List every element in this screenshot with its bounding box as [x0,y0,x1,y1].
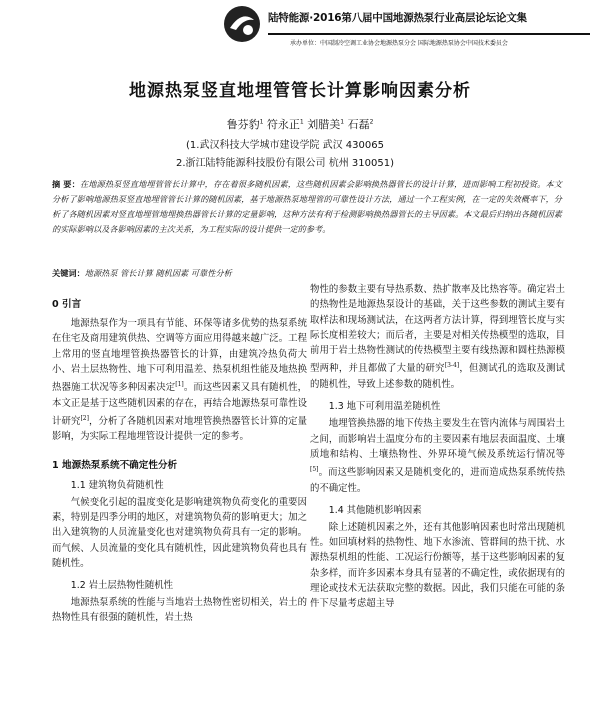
intro-text: 地源热泵作为一项具有节能、环保等诸多优势的热泵系统在住宅及商用建筑供热、空调等方面应用得越来越广泛。工程上常用的竖直地埋管换热器管长的计算，由建筑冷热负荷大小、岩土层热物性、地下可利用温差、热泵机组性能及地热换热器施工状况等多种因素决定 [52,318,307,394]
citation: [1] [175,381,184,389]
page-header [0,0,600,52]
keywords-label: 关键词： [52,268,85,278]
subsection-heading-1-2: 1.2 岩土层热物性随机性 [70,580,174,592]
paragraph-1-3 [310,416,565,496]
citation: [2] [80,414,89,422]
paragraph-1-3-text: 地埋管换热器的地下传热主要发生在管内流体与周围岩土之间，而影响岩土温度分布的主要因素有地层表面温度、土壤质地和结构、土壤热物性、外界环境气候及系统运行情况等 [310,418,565,460]
author-name: 鲁芬豹 [226,118,260,131]
paragraph-1-2-continued [310,282,565,392]
header-rule [268,33,590,35]
intro-text-end: ，分析了各随机因素对地埋管换热器管长计算的定量影响，为实际工程地埋管设计提供一定的参考。 [52,416,307,443]
author-name: 刘腊美 [307,118,341,131]
paragraph-1-2-text: 地源热泵系统的性能与当地岩土热物性密切相关，岩土的热物性具有很强的随机性，岩土热 [52,597,307,624]
section-heading-1: 1 地源热泵系统不确定性分析 [52,459,178,471]
subsection-heading-1-4: 1.4 其他随机影响因素 [328,504,422,516]
affiliation-2: 2.浙江陆特能源科技股份有限公司 杭州 310051) [176,158,394,169]
author-sup: 1 [259,118,264,126]
author-name: 石磊 [347,118,370,131]
author-name: 符永正 [266,118,300,131]
paragraph-1-4: 除上述随机因素之外，还有其他影响因素也时常出现随机性。如回填材料的热物性、地下水渗流、管群间的热干扰、水源热泵机组的性能、工况运行份额等，基于这些影响因素的复杂多样，而许多因素本身具有显著的不确定性，或依据现有的理论或技术无法获取完整的数据。因此，我们只能在可能的条件下尽量考虑超主导 [310,521,565,610]
left-column [52,288,307,627]
paper-title: 地源热泵竖直地埋管管长计算影响因素分析 [129,81,471,101]
subsection-heading-1-3: 1.3 地下可利用温差随机性 [328,401,441,413]
paragraph-1-3-end: 。而这些影响因素又是随机变化的，进而造成热泵系统传热的不确定性。 [310,467,565,494]
section-heading-intro: 0 引言 [52,299,82,310]
abstract [52,177,562,237]
keywords [52,268,562,279]
journal-header: 陆特能源·2016第八届中国地源热泵行业高层论坛论文集 [268,12,527,24]
citation-anchor: 物性的参数主要有导热系数、热扩散率及比热容等。确定岩土的热物性是地源热泵设计的基础，关于这些参数的测试主要有取样法和现场测试法，在这两者方法计算，得到埋管长度与实际长度相差较大；而后者，主要是对相关传热模型的选取，目前用于岩土热物性测试的传热模型主要有线热源和圆柱热源模型两种，并且都做了大量的研究 [310,284,565,375]
author-sup: 2 [369,118,374,126]
intro-text-cont: 。而这些因素又具有随机性，本文正是基于这些随机因素的存在，再结合地源热泵可靠性设计研究 [52,382,307,428]
paragraph-1-1: 气候变化引起的温度变化是影响建筑物负荷变化的重要因素，特别是四季分明的地区，对建筑物负荷的影响更大；加之出入建筑物的人员流量变化也对建筑物负荷具有一定的影响。而气候、人员流量的变化具有随机性，因此建筑物负荷也具有随机性。 [52,496,307,569]
right-column [310,282,565,612]
abstract-label: 摘 要： [52,179,80,189]
citation: [5] [310,466,319,474]
affiliation-1: (1.武汉科技大学城市建设学院 武汉 430065 [186,140,384,151]
publisher-logo-icon [222,4,262,44]
paragraph-1-2-end: ，但测试孔的选取及测试的随机性，导致上述参数的随机性。 [310,363,565,390]
citation: [3-4] [444,362,460,370]
paragraph-1-2 [52,595,307,627]
header-subline: 承办单位：中国制冷空调工业协会地源热泵分会 国际地源热泵协会中国技术委员会 [290,40,508,47]
subsection-heading-1-1: 1.1 建筑物负荷随机性 [70,479,164,491]
intro-paragraph [52,316,307,445]
author-list [0,116,600,132]
author-sup: 1 [340,118,345,126]
abstract-text: 在地源热泵竖直地埋管管长计算中，存在着很多随机因素，这些随机因素会影响换热器管长的设计计算，进而影响工程初投资。本文分析了影响地源热泵竖直地埋管管长计算的随机因素，基于地源热泵地埋管的可靠性设计方法，通过一个工程实例，在一定的失效概率下，分析了各随机因素对竖直地埋管地埋换热器管长计算的定量影响，这种方法有利于检测影响换热器管长的主导因素。本文最后归纳出各随机因素的实际影响以及各影响因素的主次关系，为工程实际的设计提供一定的参考。 [52,179,562,234]
keywords-text: 地源热泵 管长计算 随机因素 可靠性分析 [84,268,232,278]
author-sup: 1 [299,118,304,126]
